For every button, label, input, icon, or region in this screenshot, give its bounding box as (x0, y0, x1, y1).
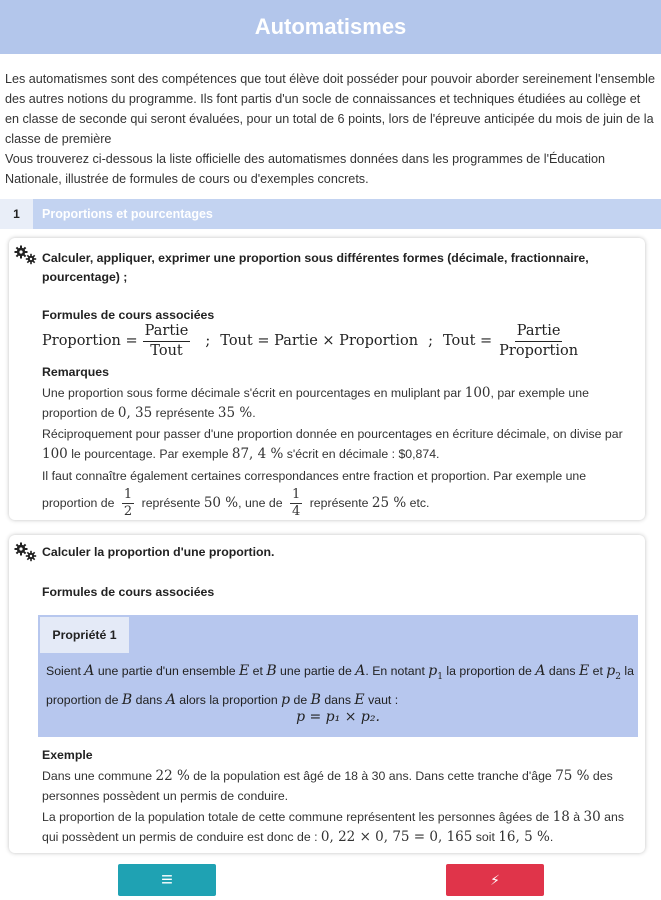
math-symbol (428, 663, 443, 682)
property-statement (46, 660, 636, 712)
formula-separator: ; (428, 333, 433, 349)
formula-2: Tout = Partie × Proportion (220, 333, 419, 349)
gears-icon (13, 244, 39, 266)
formula-3-lhs: Tout = (442, 333, 493, 349)
property-text: et (592, 664, 603, 678)
card-2-formulas-heading: Formules de cours associées (42, 585, 215, 599)
property-text: une partie de (280, 664, 352, 678)
fraction-denominator: 2 (123, 503, 133, 519)
property-text: Soient (46, 664, 81, 678)
remark-text: , par exemple une proportion de (42, 385, 589, 420)
example-2 (42, 807, 642, 848)
remark-text: . (252, 406, 256, 420)
example-block (42, 745, 642, 848)
property-label: Propriété 1 (40, 617, 129, 653)
formula-3-numerator: Partie (515, 323, 563, 342)
remark-2 (42, 424, 634, 465)
card-2-title: Calculer la proportion d'une proportion. (42, 545, 275, 559)
fraction-one-half (122, 487, 134, 520)
example-text: . (549, 830, 554, 844)
math-symbol: p (281, 691, 291, 708)
remark-3 (42, 465, 634, 520)
property-text: de (293, 692, 308, 707)
gears-icon (13, 541, 39, 563)
formula-1-numerator: Partie (143, 323, 191, 342)
property-text: vaut : (368, 692, 399, 707)
math-value: 22 % (155, 767, 190, 784)
flash-button[interactable] (446, 864, 544, 896)
intro-text (5, 69, 657, 189)
math-symbol: A (165, 691, 176, 708)
math-subscript: 2 (615, 671, 621, 682)
math-symbol-p: p (606, 663, 616, 679)
math-symbol: B (310, 691, 321, 708)
math-symbol-p: p (428, 663, 438, 679)
page-title: Automatismes (254, 14, 407, 39)
property-text: dans (324, 692, 351, 707)
property-text: la proportion de (46, 664, 634, 707)
math-symbol: E (578, 663, 590, 679)
remark-text: s'écrit en décimale : $0,874. (286, 447, 440, 461)
example-text: La proportion de la population totale de cette commune représentent les personnes âgées de (42, 809, 550, 824)
example-text: de la population est âgé de 18 à 30 ans. Dans cette tranche d'âge (193, 768, 552, 783)
proportion-formulas (42, 320, 602, 362)
math-value: 0, 22 × 0, 75 = 0, 165 (320, 829, 473, 845)
math-symbol: A (84, 663, 95, 679)
fraction-numerator: 1 (292, 486, 301, 502)
formula-1-fraction (143, 323, 191, 360)
property-box (38, 615, 638, 737)
intro-paragraph-2: Vous trouverez ci-dessous la liste officielle des automatismes données dans les programmes de l'Éducation Nationale, illustrée de formules de cours ou d'exemples concrets. (5, 152, 605, 186)
fraction-one-quarter (290, 487, 302, 520)
property-text: alors la proportion (179, 692, 278, 707)
remark-text: Il faut connaître également certaines correspondances entre fraction et proportion. Par exemple une proportion de (42, 468, 587, 510)
automatisme-card-2 (9, 535, 645, 853)
math-value: 87, 4 % (231, 446, 284, 462)
property-text: dans (548, 664, 576, 678)
math-symbol: E (238, 663, 250, 679)
math-symbol: B (266, 663, 277, 679)
fraction-numerator: 1 (123, 486, 133, 502)
property-text: une partie d'un ensemble (97, 664, 236, 678)
formula-1-lhs: Proportion = (42, 333, 138, 349)
automatisme-card-1 (9, 238, 645, 520)
formula-1-denominator: Tout (150, 342, 183, 359)
remarks-heading: Remarques (42, 365, 109, 379)
math-value: 30 (583, 808, 601, 825)
fraction-denominator: 4 (292, 503, 301, 519)
math-value: 100 (464, 384, 491, 401)
remark-text: représente (141, 495, 201, 510)
formula-3-fraction (497, 323, 580, 360)
card-1-title: Calculer, appliquer, exprimer une proportion sous différentes formes (décimale, fractionnaire, pourcentage) ; (42, 251, 589, 284)
example-heading: Exemple (42, 748, 93, 762)
math-symbol: E (354, 691, 365, 708)
math-value: 50 % (203, 494, 239, 511)
formula-separator: ; (205, 333, 211, 349)
math-subscript: 1 (437, 671, 443, 682)
remark-text: , une de (238, 495, 283, 510)
property-text: dans (135, 692, 163, 707)
remark-text: Réciproquement pour passer d'une proportion donnée en pourcentages en écriture décimale, on divise par (42, 426, 623, 441)
hamburger-icon: ≡ (161, 869, 173, 891)
math-value: 25 % (371, 494, 407, 511)
app-header (0, 0, 661, 54)
math-symbol (606, 663, 621, 682)
section-title: Proportions et pourcentages (42, 207, 213, 221)
math-value: 0, 35 (117, 405, 153, 421)
property-text: la proportion de (446, 664, 532, 678)
remarks-block (42, 365, 634, 520)
card-1-formulas-heading: Formules de cours associées (42, 308, 215, 322)
example-1 (42, 766, 642, 807)
example-text: des personnes possèdent un permis de conduire. (42, 768, 613, 803)
menu-button[interactable] (118, 864, 216, 896)
example-text: Dans une commune (42, 768, 153, 783)
remark-text: représente (155, 406, 215, 420)
math-symbol: A (535, 663, 546, 679)
math-value: 35 % (217, 405, 253, 421)
math-value: 18 (552, 808, 570, 825)
math-value: 100 (42, 446, 68, 462)
math-value: 75 % (555, 767, 590, 784)
remark-text: Une proportion sous forme décimale s'écrit en pourcentages en muliplant par (42, 385, 462, 400)
math-value: 16, 5 % (498, 829, 550, 845)
math-symbol: B (121, 691, 133, 708)
remark-text: le pourcentage. Par exemple (71, 447, 229, 461)
example-text: à (573, 809, 581, 824)
remark-1 (42, 383, 634, 424)
remark-text: représente (309, 495, 369, 510)
section-number: 1 (0, 199, 33, 229)
math-symbol: A (355, 663, 366, 679)
property-formula: p = p₁ × p₂. (296, 709, 380, 725)
lightning-icon: ⚡ (490, 872, 500, 888)
property-text: . En notant (365, 664, 425, 678)
example-text: soit (475, 830, 495, 844)
section-header[interactable] (0, 199, 661, 229)
intro-paragraph-1: Les automatismes sont des compétences que tout élève doit posséder pour pouvoir aborder sereinement l'ensemble des autres notions du programme. Ils font partis d'un socle de connaissances et techniques étudiées au collège et en classe de seconde qui seront évaluées, pour un total de 6 points, lors de l'épreuve anticipée du mois de juin de la classe de première (5, 72, 655, 146)
remark-text: etc. (409, 495, 430, 510)
formula-3-denominator: Proportion (499, 342, 579, 359)
property-text: et (252, 664, 263, 678)
example-text: ans qui possèdent un permis de conduire est donc de : (42, 809, 624, 844)
